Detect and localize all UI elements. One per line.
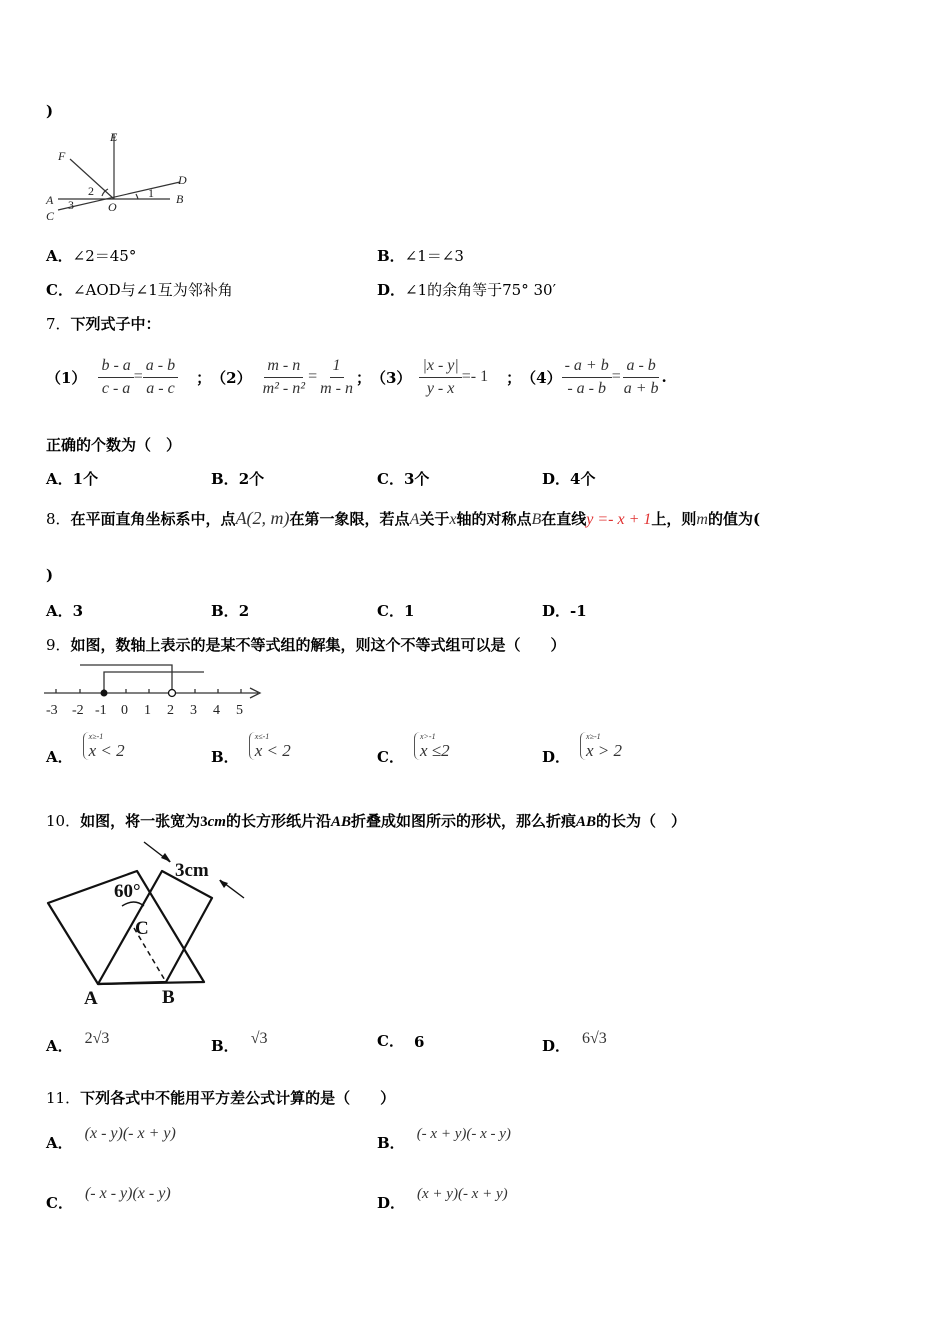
angle-arc-60 — [122, 902, 144, 906]
q6-option-b[interactable] — [377, 245, 464, 266]
q7-expr3-index: （3） — [371, 368, 412, 387]
point-c-label: C — [135, 918, 149, 939]
q7-sep2: ； — [355, 368, 371, 387]
tick-label: 1 — [144, 703, 151, 718]
q7-expr1-index: （1） — [46, 368, 87, 387]
label-angle1: 1 — [148, 186, 154, 200]
q8-option-c[interactable]: C．1 — [377, 602, 415, 620]
closed-dot — [101, 690, 108, 697]
tick-label: 5 — [236, 703, 243, 718]
label-b: B — [176, 192, 184, 206]
q7-option-c[interactable]: C．3个 — [377, 470, 430, 488]
number-line-figure — [40, 658, 270, 720]
q9-stem: 9．如图，数轴上表示的是某不等式组的解集，则这个不等式组可以是（ ） — [46, 636, 566, 654]
q6-option-a-text: ∠2＝45° — [72, 247, 137, 265]
q11-option-c[interactable]: C． (- x - y)(x - y) — [46, 1185, 171, 1212]
q6-option-b-label: B． — [377, 247, 405, 265]
q8-line-equation: y =- x + 1 — [586, 511, 652, 528]
line-cd — [58, 182, 180, 210]
q7-expr3-fraction: $\frac{|x - y|}{y - x}$ — [419, 357, 461, 398]
q7-option-d[interactable]: D．4个 — [542, 470, 596, 488]
q10-option-a[interactable]: A． 2√3 — [46, 1030, 110, 1055]
q7-expr4-index: （4） — [521, 368, 562, 387]
q7-stem: 7．下列式子中： — [46, 315, 161, 333]
solution-bracket-right — [80, 665, 172, 693]
label-angle2: 2 — [88, 184, 94, 198]
label-angle3: 3 — [68, 198, 74, 212]
q11-option-d[interactable]: D． (x + y)(- x + y) — [377, 1186, 508, 1212]
q9-option-a[interactable]: A． x≥-1 x < 2 — [46, 731, 125, 766]
label-c: C — [46, 209, 55, 223]
q7-expr2-left-fraction: $\frac{m - n}{\text{m² - n²}}$ — [262, 356, 306, 397]
q6-option-d-label: D． — [377, 281, 406, 299]
label-d: D — [178, 173, 187, 187]
q6-option-c[interactable] — [46, 279, 233, 300]
q9-option-c[interactable]: C． x>-1 x ≤2 — [377, 731, 450, 766]
tick-label: -1 — [95, 703, 107, 718]
q7-sep3: ； — [506, 368, 522, 387]
point-b-label: B — [162, 987, 175, 1008]
label-o: O — [108, 200, 117, 214]
q7-expr2-index: （2） — [211, 368, 252, 387]
q8-option-d[interactable]: D．-1 — [542, 602, 587, 620]
q11-option-b[interactable]: B． (- x + y)(- x - y) — [377, 1126, 511, 1152]
q8-stem: 8． 在平面直角坐标系中，点 A(2, m) 在第一象限，若点 A 关于 x 轴的对称点 B 在直线 y =- x + 1 上，则 m 的值为( — [46, 508, 761, 528]
q6-option-c-text: ∠AOD与∠1互为邻补角 — [72, 281, 233, 299]
tick-label: 4 — [213, 703, 220, 718]
tick-label: -2 — [72, 703, 84, 718]
q9-option-d[interactable]: D． x≥-1 x > 2 — [542, 731, 623, 766]
q7-expr4-left-fraction: $\frac{- a + b}{- a - b}$ — [562, 357, 612, 398]
q7-expr1-equals: = — [133, 368, 143, 385]
tick-label: 2 — [167, 703, 174, 718]
q7-end-period: . — [661, 368, 667, 386]
q10-option-b[interactable]: B． √3 — [211, 1030, 268, 1055]
q7-expr1-left-fraction: $\frac{b - a}{c - a}$ — [98, 357, 133, 398]
tick-label: -3 — [46, 703, 58, 718]
point-a-label: A — [84, 988, 98, 1009]
label-a: A — [46, 193, 54, 207]
tick-label: 0 — [121, 703, 128, 718]
solution-bracket-left — [104, 672, 204, 693]
q7-option-a[interactable]: A．1个 — [46, 470, 99, 488]
q7-expr1-right-fraction: $\frac{a - b}{a - c}$ — [143, 357, 178, 398]
angle1-arc — [136, 194, 138, 199]
q11-stem: 11．下列各式中不能用平方差公式计算的是（ ） — [46, 1089, 396, 1107]
leading-paren: ) — [46, 102, 54, 120]
label-f: F — [58, 149, 66, 163]
q10-option-c[interactable]: C． 6 — [377, 1032, 425, 1051]
q9-option-b[interactable]: B． x≤-1 x < 2 — [211, 731, 291, 766]
q6-option-d-text: ∠1的余角等于75° 30′ — [405, 281, 556, 299]
q7-expr2-equals: = — [308, 368, 318, 385]
open-dot — [169, 690, 176, 697]
q7-sep1: ； — [196, 368, 212, 387]
q7-question: 正确的个数为（ ） — [46, 436, 182, 454]
q11-option-a[interactable]: A． (x - y)(- x + y) — [46, 1125, 176, 1152]
q7-expr4-right-fraction: $\frac{a - b}{a + b}$ — [623, 356, 659, 397]
q6-option-a[interactable] — [46, 245, 136, 266]
width-arrowhead-left — [161, 853, 171, 862]
q6-option-d[interactable] — [377, 279, 556, 300]
angle-label: 60° — [114, 881, 141, 902]
q8-point-a: A(2, m) — [235, 508, 290, 528]
folded-paper-figure — [40, 838, 255, 1010]
tick-label: 3 — [190, 703, 197, 718]
q8-option-b[interactable]: B．2 — [211, 602, 250, 620]
q7-expr3-rhs: =- 1 — [461, 368, 489, 385]
q7-expr2-right-fraction: $\frac{1}{m - n}$ — [320, 356, 353, 397]
width-label: 3cm — [175, 860, 209, 881]
q7-option-b[interactable]: B．2个 — [211, 470, 265, 488]
q10-option-d[interactable]: D． 6√3 — [542, 1030, 607, 1055]
q6-option-c-label: C． — [46, 281, 73, 299]
q6-option-a-label: A． — [46, 247, 73, 265]
q8-option-a[interactable]: A．3 — [46, 602, 84, 620]
q7-expr4-equals: = — [611, 368, 621, 385]
q7-expressions — [46, 352, 667, 402]
q6-option-b-text: ∠1＝∠3 — [404, 247, 464, 265]
label-e: E — [110, 130, 118, 144]
width-arrowhead-right — [219, 880, 228, 888]
q10-stem: 10．如图，将一张宽为3cm的长方形纸片沿AB折叠成如图所示的形状，那么折痕AB的长为（ ） — [46, 812, 687, 830]
angle-figure — [40, 126, 200, 224]
q8-close-paren: ) — [46, 566, 54, 584]
